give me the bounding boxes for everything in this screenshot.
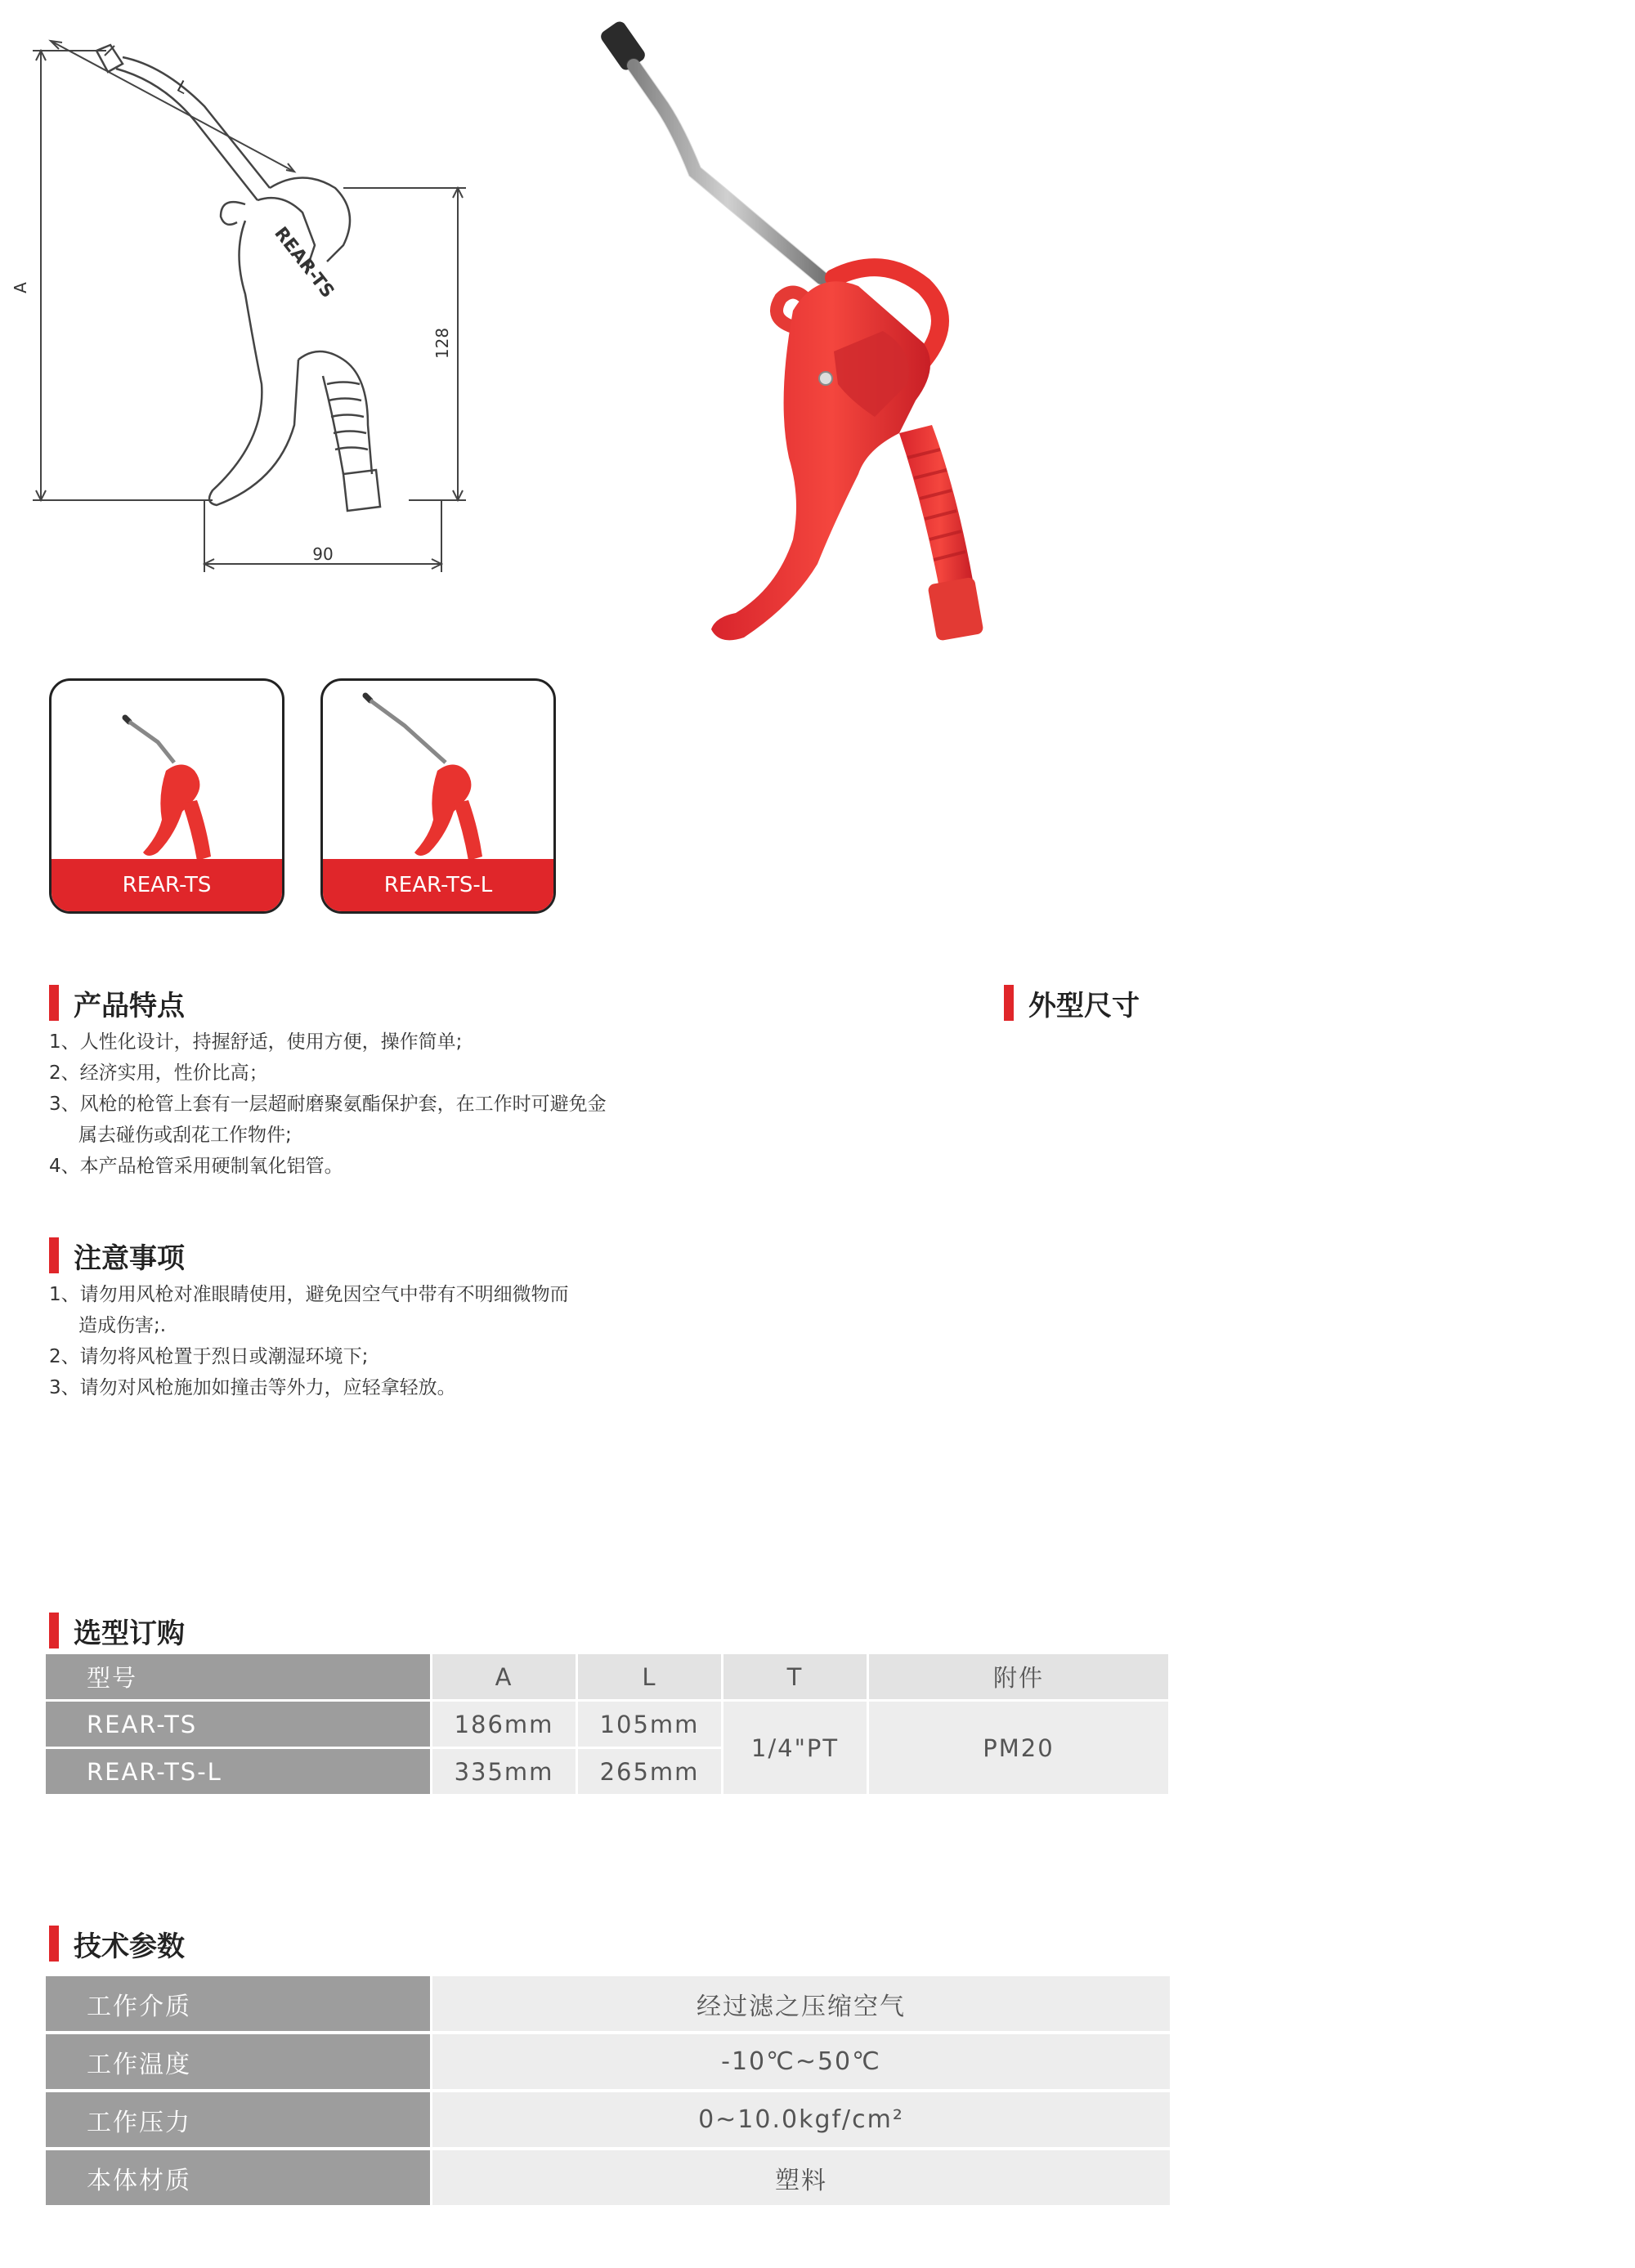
ordering-heading — [49, 1613, 185, 1648]
variant-label: REAR-TS-L — [323, 859, 553, 911]
spec-value: 0~10.0kgf/cm² — [432, 2091, 1171, 2149]
list-item: 4、本产品枪管采用硬制氧化铝管。 — [49, 1156, 343, 1177]
heading-accent-bar — [49, 1926, 59, 1962]
spec-label: 工作温度 — [46, 2033, 432, 2091]
header-model: 型号 — [46, 1654, 432, 1701]
specs-table — [46, 1976, 1170, 2208]
features-heading — [49, 985, 185, 1021]
heading-accent-bar — [1004, 985, 1014, 1021]
table-row — [46, 2033, 1170, 2091]
variant-card-rear-ts-l[interactable] — [320, 678, 556, 914]
spec-value: -10℃~50℃ — [432, 2033, 1171, 2091]
dimensions-heading — [1004, 985, 1140, 1021]
dim-label-l: L — [173, 76, 191, 98]
cell-a: 335mm — [432, 1748, 577, 1796]
features-list — [49, 1027, 607, 1182]
features-title: 产品特点 — [74, 989, 185, 1022]
header-t: T — [723, 1654, 868, 1701]
spec-value: 塑料 — [432, 2149, 1171, 2207]
header-l: L — [577, 1654, 723, 1701]
list-item: 3、风枪的枪管上套有一层超耐磨聚氨酯保护套，在工作时可避免金 属去碰伤或刮花工作物件; — [49, 1094, 607, 1146]
dim-label-128: 128 — [432, 327, 452, 360]
cell-a: 186mm — [432, 1701, 577, 1748]
hero-product-image — [572, 16, 1063, 654]
table-header-row — [46, 1654, 1168, 1701]
gun-body-engraving: REAR-TS — [270, 223, 338, 302]
cell-l: 105mm — [577, 1701, 723, 1748]
heading-accent-bar — [49, 1237, 59, 1273]
table-row — [46, 2149, 1170, 2207]
cell-accessory: PM20 — [868, 1701, 1169, 1796]
spec-value: 经过滤之压缩空气 — [432, 1976, 1171, 2033]
dimension-drawing — [0, 0, 515, 597]
notes-title: 注意事项 — [74, 1241, 185, 1275]
header-accessory: 附件 — [868, 1654, 1169, 1701]
header-a: A — [432, 1654, 577, 1701]
heading-accent-bar — [49, 1613, 59, 1648]
ordering-title: 选型订购 — [74, 1617, 185, 1650]
dimensions-title: 外型尺寸 — [1028, 989, 1140, 1022]
table-row — [46, 1701, 1168, 1748]
dim-label-90: 90 — [312, 544, 334, 564]
heading-accent-bar — [49, 985, 59, 1021]
cell-l: 265mm — [577, 1748, 723, 1796]
ordering-table — [46, 1654, 1168, 1796]
list-item: 1、人性化设计，持握舒适，使用方便，操作简单; — [49, 1031, 463, 1053]
cell-model: REAR-TS-L — [46, 1748, 432, 1796]
variant-label: REAR-TS — [52, 859, 282, 911]
table-row — [46, 2091, 1170, 2149]
notes-list — [49, 1279, 569, 1403]
spec-label: 工作介质 — [46, 1976, 432, 2033]
specs-title: 技术参数 — [74, 1930, 185, 1963]
list-item: 3、请勿对风枪施加如撞击等外力，应轻拿轻放。 — [49, 1377, 456, 1398]
cell-model: REAR-TS — [46, 1701, 432, 1748]
spec-label: 本体材质 — [46, 2149, 432, 2207]
variant-card-rear-ts[interactable] — [49, 678, 284, 914]
dim-label-a: A — [11, 282, 30, 293]
list-item: 2、请勿将风枪置于烈日或潮湿环境下; — [49, 1346, 369, 1367]
list-item: 2、经济实用，性价比高； — [49, 1062, 268, 1084]
cell-thread: 1/4"PT — [723, 1701, 868, 1796]
specs-heading — [49, 1926, 185, 1962]
spec-label: 工作压力 — [46, 2091, 432, 2149]
table-row — [46, 1976, 1170, 2033]
list-item: 1、请勿用风枪对准眼睛使用，避免因空气中带有不明细微物而 造成伤害;. — [49, 1284, 569, 1336]
notes-heading — [49, 1237, 185, 1273]
